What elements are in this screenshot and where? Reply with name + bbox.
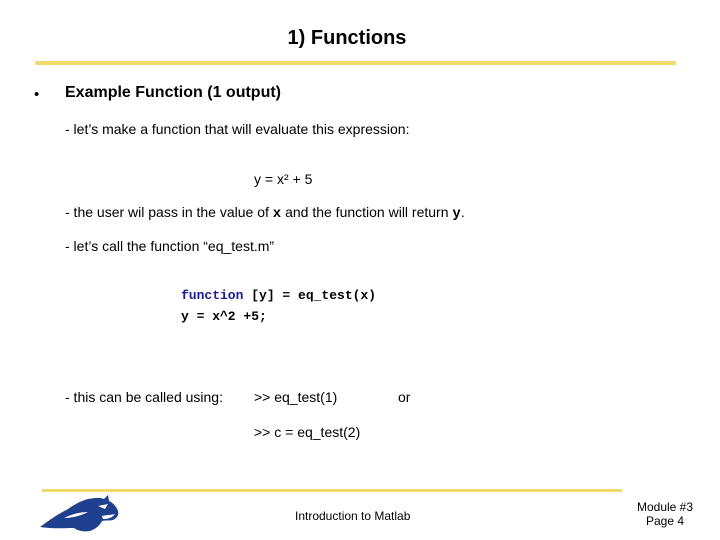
line2-text-post: . (460, 204, 465, 220)
call-example-1: >> eq_test(1) (254, 389, 338, 405)
call-example-2: >> c = eq_test(2) (254, 424, 361, 440)
wildcat-logo-icon (38, 494, 120, 534)
function-name-line: - let’s call the function “eq_test.m” (65, 238, 275, 254)
footer-rule (42, 489, 622, 492)
code-line-1 (181, 288, 376, 303)
code-keyword: function (181, 288, 244, 303)
footer-page-number: Page 4 (645, 514, 685, 528)
line2-text-pre: - the user wil pass in the value of (65, 204, 273, 220)
footer-page-info (626, 500, 704, 528)
footer-module: Module #3 (636, 500, 694, 514)
bullet-point: • (34, 86, 40, 103)
title-rule (35, 61, 676, 65)
call-usage-line: - this can be called using: (65, 389, 223, 405)
slide-title: 1) Functions (287, 27, 407, 49)
section-heading: Example Function (1 output) (65, 84, 281, 101)
user-pass-line (65, 204, 465, 222)
line2-text-mid: and the function will return (281, 204, 453, 220)
var-y: y (452, 206, 461, 222)
or-text: or (398, 389, 411, 405)
expression: y = x² + 5 (254, 171, 313, 187)
footer-course-title: Introduction to Matlab (295, 509, 411, 523)
code-signature: [y] = eq_test(x) (243, 288, 377, 303)
code-line-2: y = x^2 +5; (181, 309, 267, 324)
intro-line: - let’s make a function that will evaluate this expression: (65, 121, 410, 137)
var-x: x (272, 206, 282, 222)
